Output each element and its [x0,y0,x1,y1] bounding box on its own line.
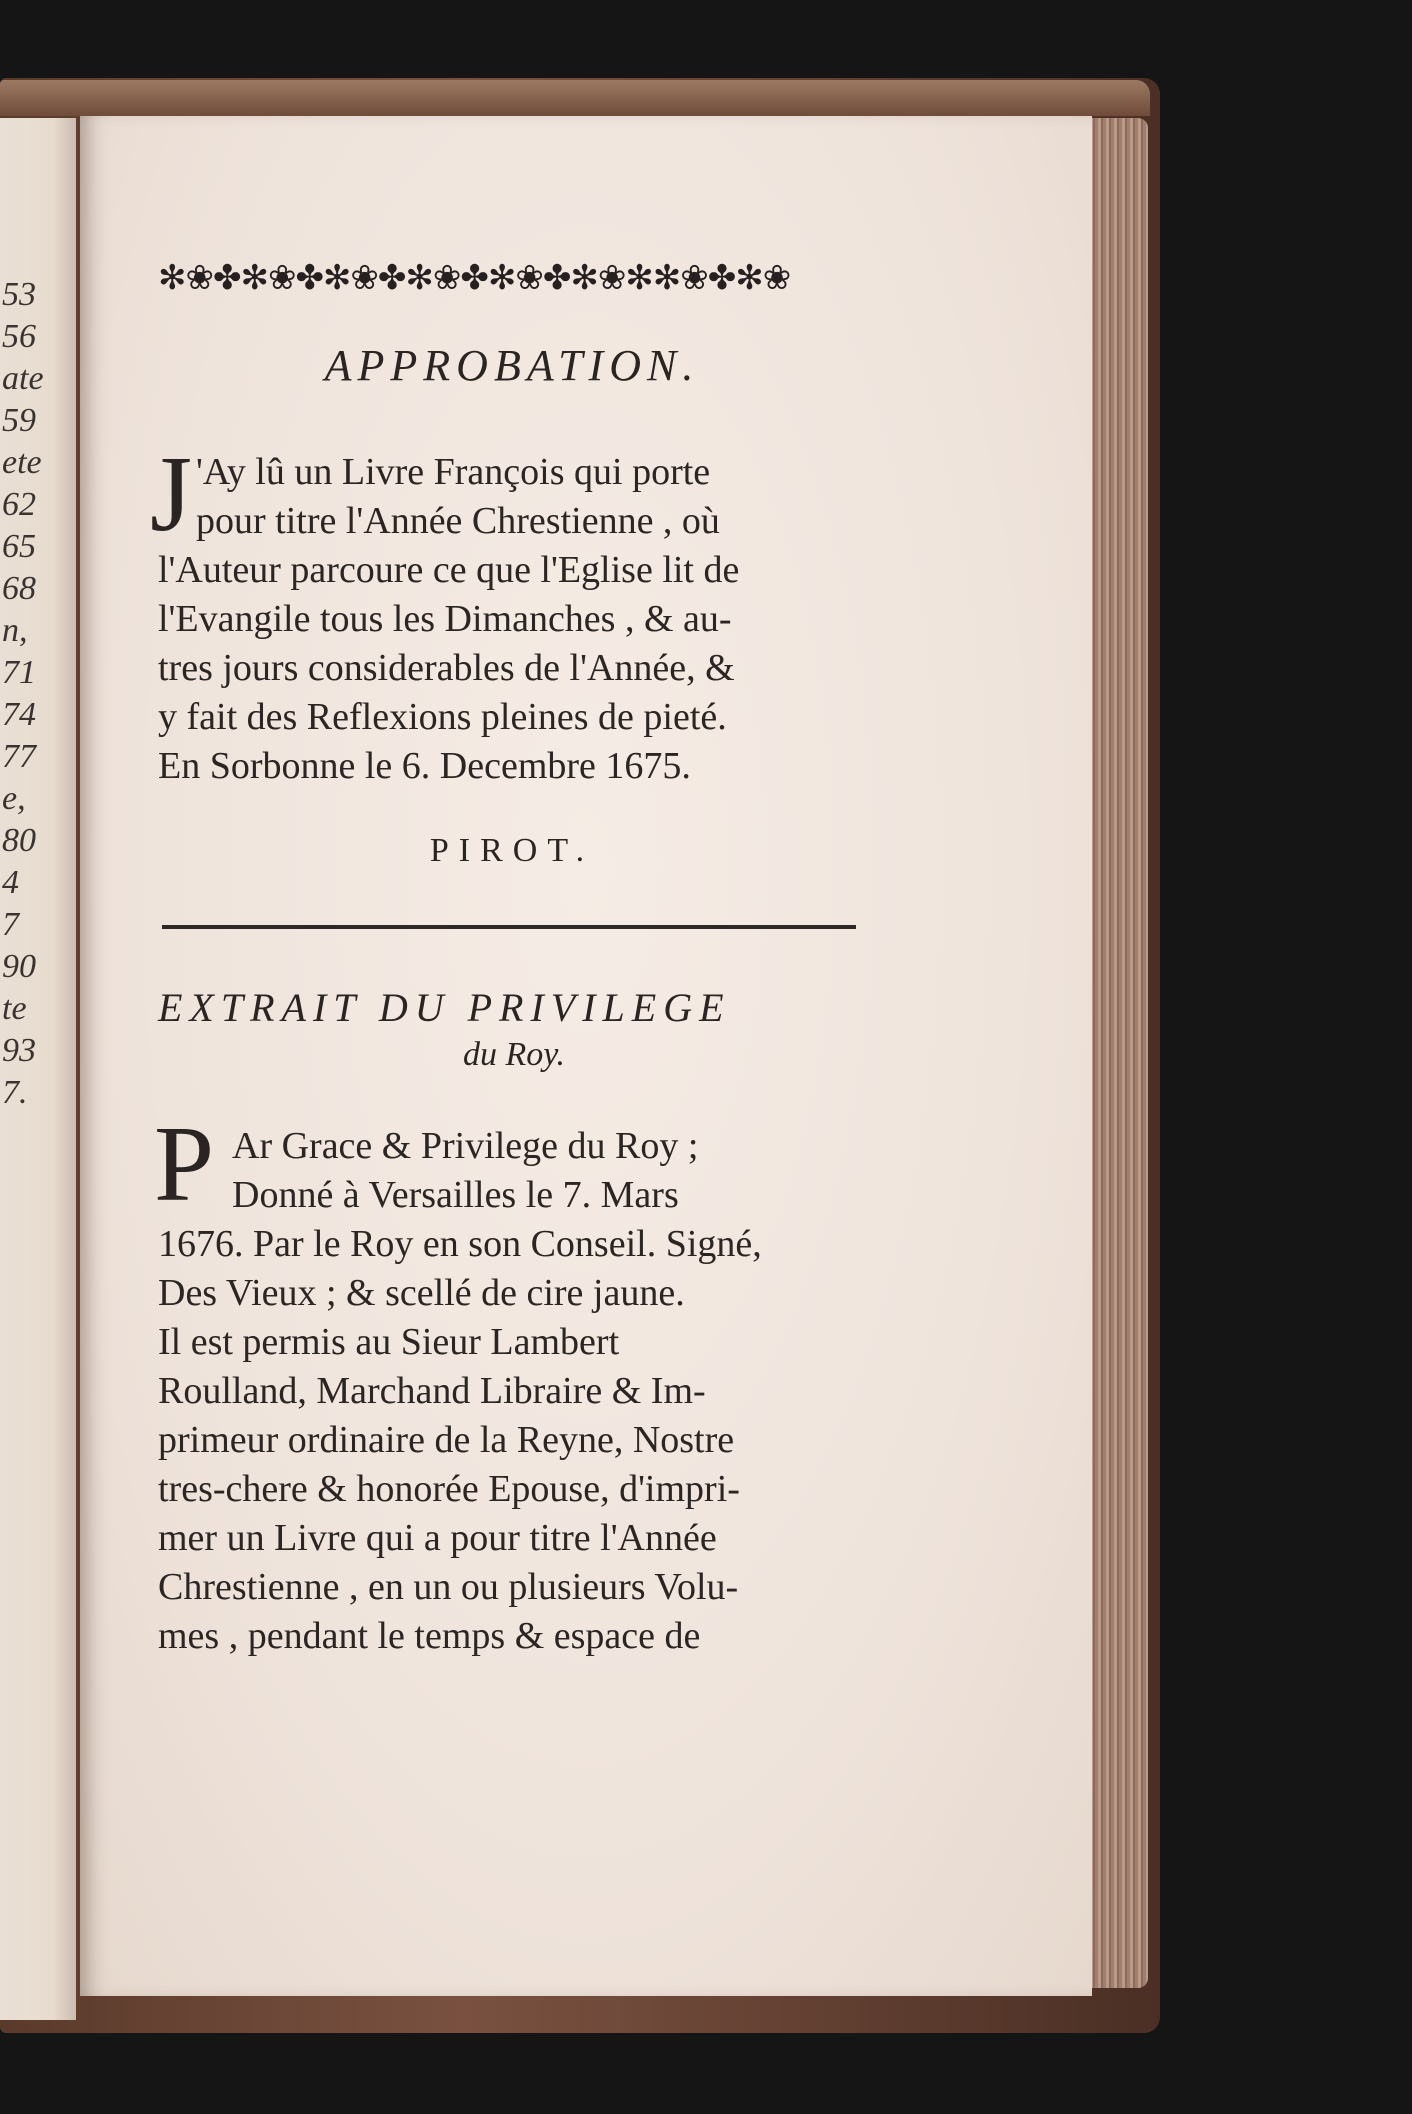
privilege-body [232,1122,868,1220]
approbation-dropcap: J [150,435,193,554]
privilege-line: Donné à Versailles le 7. Mars [232,1174,679,1216]
left-page-fragment: 71 [2,654,36,691]
left-page-fragment: 90 [2,948,36,985]
left-page-fragment: 62 [2,486,36,523]
left-page-fragment: n, [2,612,28,649]
book-top-edge [0,80,1150,116]
left-page-fragment: ate [2,360,44,397]
privilege-subtitle: du Roy. [463,1036,565,1073]
privilege-line: Ar Grace & Privilege du Roy ; [232,1125,699,1167]
left-page-fragment: 93 [2,1032,36,1069]
left-page-fragment: 56 [2,318,36,355]
approbation-line: l'Auteur parcoure ce que l'Eglise lit de [158,549,740,591]
left-page-fragment: e, [2,780,26,817]
approbation-line: y fait des Reflexions pleines de pieté. [158,696,727,738]
left-page-fragment: 68 [2,570,36,607]
privilege-title: EXTRAIT DU PRIVILEGE [158,985,731,1030]
left-page-fragment: 77 [2,738,36,775]
approbation-body-cont [158,546,870,791]
left-page-fragment: ete [2,444,42,481]
approbation-title: APPROBATION. [324,341,700,390]
approbation-line: pour titre l'Année Chrestienne , où [196,500,720,542]
privilege-line: 1676. Par le Roy en son Conseil. Signé, [158,1223,762,1265]
left-page [0,118,76,2020]
privilege-line: primeur ordinaire de la Reyne, Nostre [158,1419,735,1461]
left-page-fragment: te [2,990,27,1027]
privilege-line: Il est permis au Sieur Lambert [158,1321,620,1363]
approbation-line: tres jours considerables de l'Année, & [158,647,735,689]
approbation-signature: PIROT. [429,832,595,869]
approbation-body [196,448,866,546]
privilege-line: Chrestienne , en un ou plusieurs Volu- [158,1566,739,1608]
left-page-fragment: 53 [2,276,36,313]
approbation-line: l'Evangile tous les Dimanches , & au- [158,598,732,640]
privilege-body-cont [158,1220,870,1661]
ornament-glyphs: ✻❀✤✻❀✤✻❀✤✻❀✤✻❀✤✻❀✻✻❀✤✻❀ [158,260,791,297]
privilege-line: mer un Livre qui a pour titre l'Année [158,1517,717,1559]
privilege-line: Des Vieux ; & scellé de cire jaune. [158,1272,685,1314]
left-page-fragment: 65 [2,528,36,565]
approbation-line: 'Ay lû un Livre François qui porte [196,451,711,493]
left-page-fragment: 74 [2,696,36,733]
privilege-line: Roulland, Marchand Libraire & Im- [158,1370,706,1412]
page-fore-edge [1090,118,1148,1988]
left-page-fragment: 59 [2,402,36,439]
ornament-band [158,258,866,298]
left-page-fragment: 4 [2,864,19,901]
left-page-fragment: 7. [2,1074,28,1111]
privilege-dropcap: P [154,1105,215,1224]
privilege-line: mes , pendant le temps & espace de [158,1615,701,1657]
approbation-line: En Sorbonne le 6. Decembre 1675. [158,745,691,787]
left-page-fragment: 80 [2,822,36,859]
privilege-line: tres-chere & honorée Epouse, d'impri- [158,1468,740,1510]
section-divider [162,925,856,929]
left-page-fragment: 7 [2,906,19,943]
